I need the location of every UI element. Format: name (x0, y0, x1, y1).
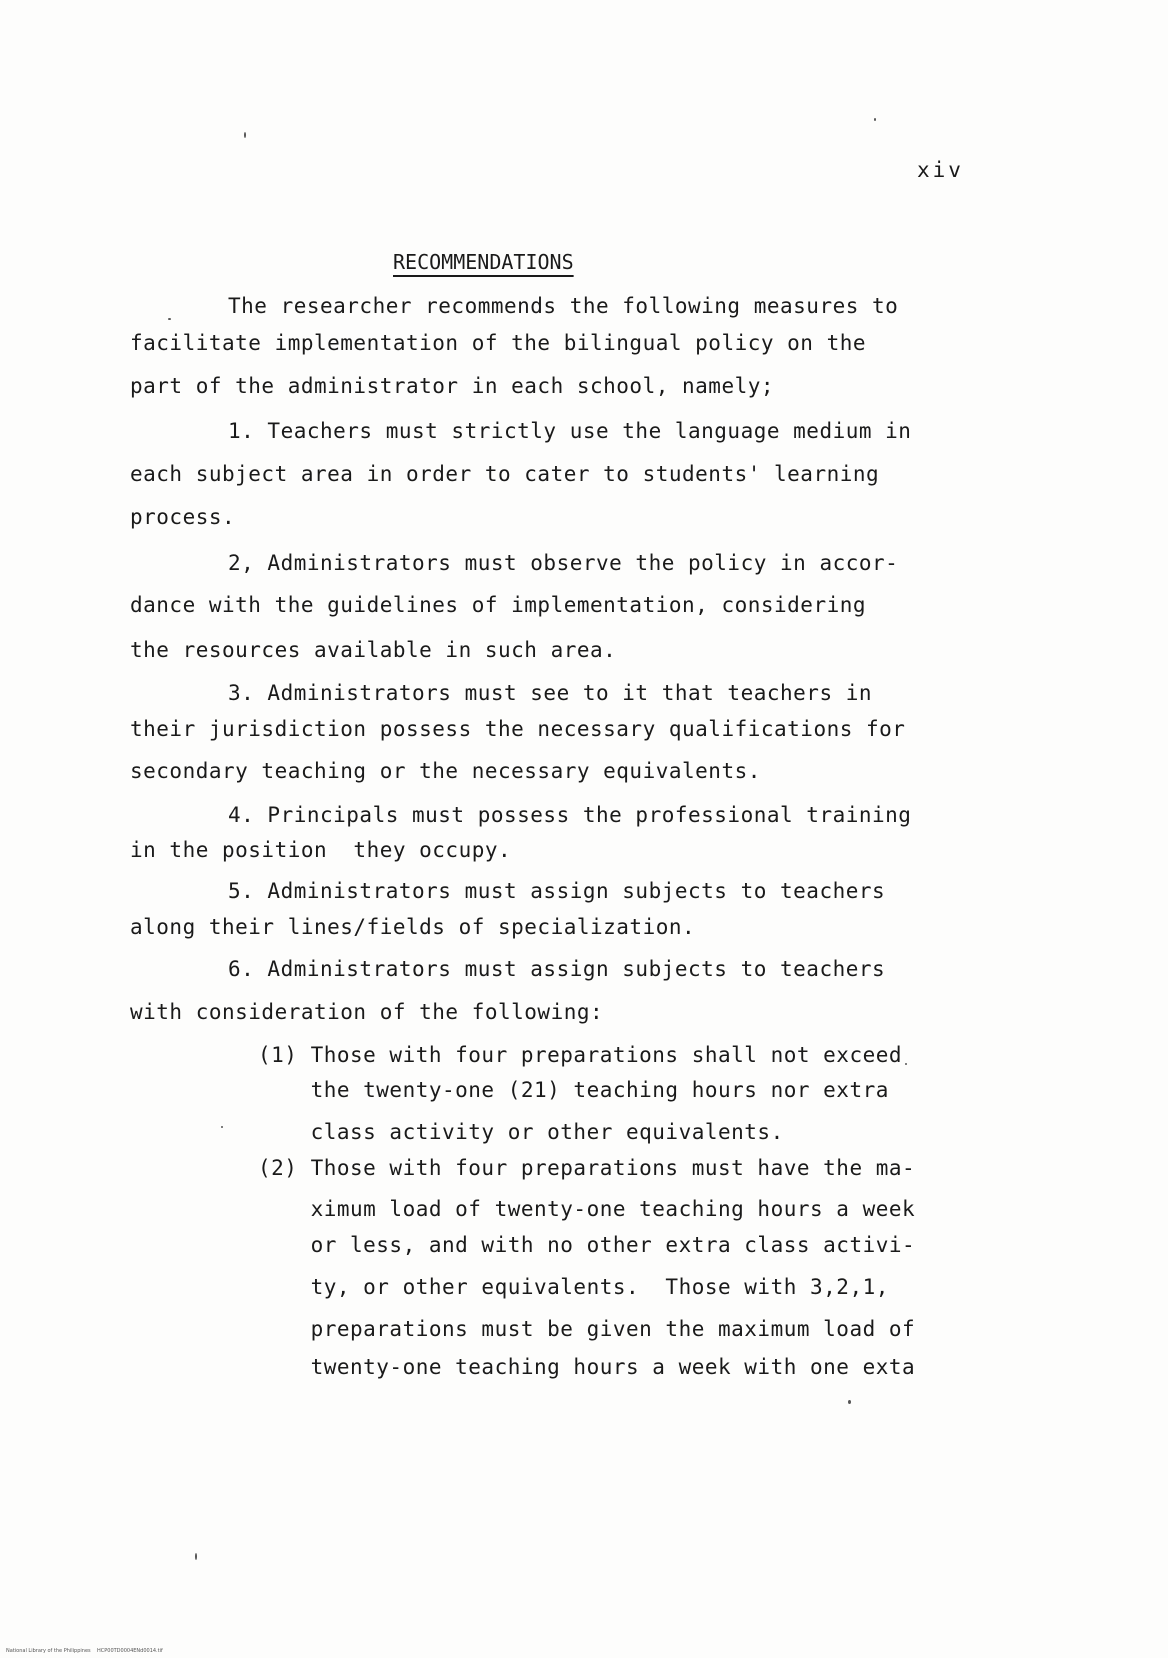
list-item-line: 5. Administrators must assign subjects to teachers (228, 879, 886, 903)
scan-speck (244, 132, 246, 138)
list-item-line: each subject area in order to cater to students' learning (130, 462, 880, 486)
sub-item-line: (2) Those with four preparations must have the ma- (258, 1156, 916, 1180)
list-item-line: 6. Administrators must assign subjects to teachers (228, 957, 886, 981)
list-item-line: dance with the guidelines of implementation, considering (130, 593, 867, 617)
list-item-line: their jurisdiction possess the necessary qualifications for (130, 717, 906, 741)
scan-speck (848, 1400, 851, 1404)
list-item-line: 4. Principals must possess the professional training (228, 803, 912, 827)
sub-item-line: class activity or other equivalents. (258, 1120, 784, 1144)
page-number: xiv (917, 158, 964, 182)
paragraph-line: facilitate implementation of the bilingual policy on the (130, 331, 867, 355)
paragraph-line: The researcher recommends the following measures to (228, 294, 899, 318)
page-title: RECOMMENDATIONS (393, 250, 574, 274)
list-item-line: secondary teaching or the necessary equivalents. (130, 759, 761, 783)
list-item-line: 1. Teachers must strictly use the language medium in (228, 419, 912, 443)
list-item-line: 3. Administrators must see to it that teachers in (228, 681, 873, 705)
scan-speck (168, 318, 171, 320)
list-item-line: the resources available in such area. (130, 638, 617, 662)
scan-speck (221, 1126, 223, 1128)
list-item-line: in the position they occupy. (130, 838, 512, 862)
sub-item-line: preparations must be given the maximum load of (258, 1317, 916, 1341)
scan-speck (874, 118, 876, 121)
list-item-line: with consideration of the following: (130, 1000, 604, 1024)
scan-speck (905, 1063, 907, 1065)
scan-speck (195, 1553, 197, 1560)
sub-item-line: the twenty-one (21) teaching hours nor extra (258, 1078, 889, 1102)
sub-item-line: ty, or other equivalents. Those with 3,2,1, (258, 1275, 889, 1299)
sub-item-line: (1) Those with four preparations shall not exceed (258, 1043, 903, 1067)
scan-footer: National Library of the Philippines HCP00TD0004ENd0014.tif (6, 1648, 163, 1654)
sub-item-line: ximum load of twenty-one teaching hours a week (258, 1197, 916, 1221)
paragraph-line: part of the administrator in each school, namely; (130, 374, 775, 398)
list-item-line: process. (130, 505, 236, 529)
list-item-line: along their lines/fields of specialization. (130, 915, 696, 939)
sub-item-line: or less, and with no other extra class activi- (258, 1233, 916, 1257)
list-item-line: 2, Administrators must observe the policy in accor- (228, 551, 899, 575)
sub-item-line: twenty-one teaching hours a week with one exta (258, 1355, 916, 1379)
